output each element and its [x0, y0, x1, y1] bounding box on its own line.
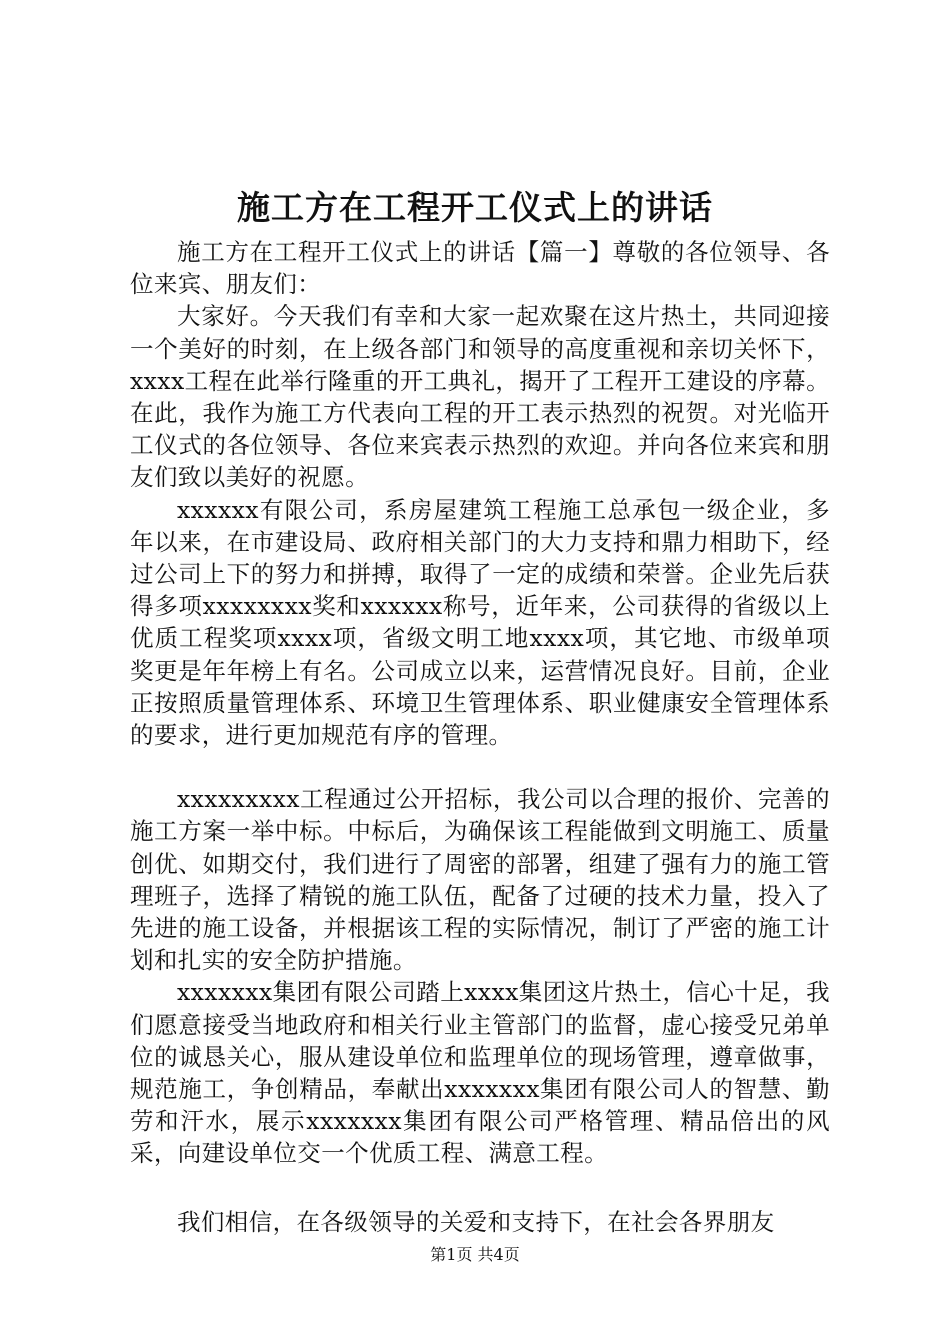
paragraph-2: 大家好。今天我们有幸和大家一起欢聚在这片热土，共同迎接一个美好的时刻，在上级各部门和领导的高度重视和亲切关怀下，xxxx工程在此举行隆重的开工典礼，揭开了工程开工建设的序幕。在此，我作为施工方代表向工程的开工表示热烈的祝贺。对光临开工仪式的各位领导、各位来宾表示热烈的欢迎。并向各位来宾和朋友们致以美好的祝愿。 — [130, 302, 830, 492]
document-title: 施工方在工程开工仪式上的讲话 — [237, 188, 713, 227]
paragraph-4: xxxxxxxxx工程通过公开招标，我公司以合理的报价、完善的施工方案一举中标。中标后，为确保该工程能做到文明施工、质量创优、如期交付，我们进行了周密的部署，组建了强有力的施工管理班子，选择了精锐的施工队伍，配备了过硬的技术力量，投入了先进的施工设备，并根据该工程的实际情况，制订了严密的施工计划和扎实的安全防护措施。 — [130, 785, 830, 975]
paragraph-5: xxxxxxx集团有限公司踏上xxxx集团这片热土，信心十足，我们愿意接受当地政府和相关行业主管部门的监督，虚心接受兄弟单位的诚恳关心，服从建设单位和监理单位的现场管理，遵章做事，规范施工，争创精品，奉献出xxxxxxx集团有限公司人的智慧、勤劳和汗水，展示xxxxxxx集团有限公司严格管理、精品倍出的风采，向建设单位交一个优质工程、满意工程。 — [130, 978, 830, 1168]
paragraph-3: xxxxxx有限公司，系房屋建筑工程施工总承包一级企业，多年以来，在市建设局、政府相关部门的大力支持和鼎力相助下，经过公司上下的努力和拼搏，取得了一定的成绩和荣誉。企业先后获得多项xxxxxxxx奖和xxxxxx称号，近年来，公司获得的省级以上优质工程奖项xxxx项，省级文明工地xxxx项，其它地、市级单项奖更是年年榜上有名。公司成立以来，运营情况良好。目前，企业正按照质量管理体系、环境卫生管理体系、职业健康安全管理体系的要求，进行更加规范有序的管理。 — [130, 495, 830, 750]
paragraph-6: 我们相信，在各级领导的关爱和支持下，在社会各界朋友 — [177, 1207, 775, 1236]
document-body — [130, 236, 830, 1238]
page-number-footer: 第1页 共4页 — [430, 1245, 520, 1264]
paragraph-1: 施工方在工程开工仪式上的讲话【篇一】尊敬的各位领导、各位来宾、朋友们： — [130, 238, 830, 299]
